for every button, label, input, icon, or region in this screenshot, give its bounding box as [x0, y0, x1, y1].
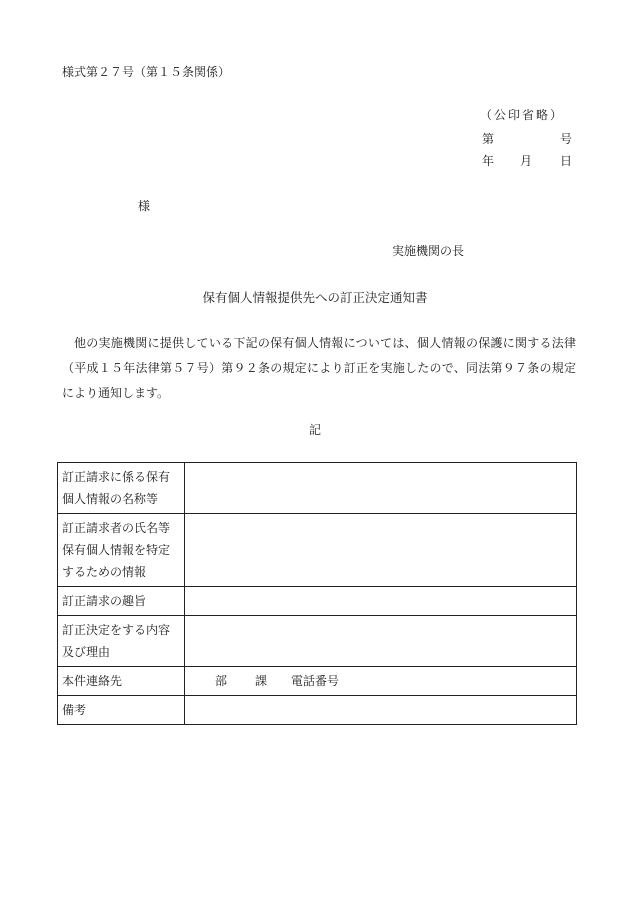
table-row — [58, 587, 577, 616]
sender: 実施機関の長 — [392, 244, 465, 258]
row-label-line: 備考 — [62, 703, 87, 717]
contact-section: 課 — [255, 674, 268, 688]
row-label — [58, 616, 185, 667]
document-number-suffix: 号 — [560, 132, 573, 146]
row-label — [58, 696, 185, 725]
row-value — [185, 696, 577, 725]
table-row — [58, 696, 577, 725]
body-text: 他の実施機関に提供している下記の保有個人情報については、個人情報の保護に関する法律（平成１５年法律第５７号）第９２条の規定により訂正を実施したので、同法第９７条の規定により通知します。 — [62, 336, 576, 400]
row-value — [185, 616, 577, 667]
form-number: 様式第２７号（第１５条関係） — [62, 65, 231, 79]
date-year: 年 — [482, 154, 495, 168]
table-row — [58, 463, 577, 514]
table-row — [58, 616, 577, 667]
row-label — [58, 667, 185, 696]
contact-department: 部 — [215, 674, 228, 688]
seal-omitted-note: （公印省略） — [480, 108, 565, 122]
row-label-line: 個人情報の名称等 — [62, 492, 159, 506]
contact-value — [185, 667, 577, 696]
date-day: 日 — [560, 154, 573, 168]
row-label — [58, 463, 185, 514]
row-value — [185, 514, 577, 587]
document-date — [482, 155, 572, 167]
table-row — [58, 514, 577, 587]
row-value — [185, 463, 577, 514]
row-label-line: 訂正請求に係る保有 — [62, 470, 171, 484]
row-label-line: 保有個人情報を特定 — [62, 543, 171, 557]
details-table — [57, 462, 577, 725]
row-label-line: 本件連絡先 — [62, 674, 123, 688]
row-label-line: 訂正請求の趣旨 — [62, 594, 147, 608]
row-value — [185, 587, 577, 616]
document-title: 保有個人情報提供先への訂正決定通知書 — [202, 290, 428, 305]
document-number — [482, 133, 572, 145]
contact-phone: 電話番号 — [291, 674, 340, 688]
date-month: 月 — [520, 154, 533, 168]
document-number-prefix: 第 — [482, 132, 495, 146]
row-label-line: 訂正決定をする内容 — [62, 623, 171, 637]
addressee: 様 — [138, 199, 151, 213]
row-label-line: するための情報 — [62, 565, 147, 579]
row-label-line: 及び理由 — [62, 645, 111, 659]
ki-heading: 記 — [308, 423, 321, 437]
row-label — [58, 587, 185, 616]
table-row — [58, 667, 577, 696]
row-label-line: 訂正請求者の氏名等 — [62, 521, 171, 535]
row-label — [58, 514, 185, 587]
